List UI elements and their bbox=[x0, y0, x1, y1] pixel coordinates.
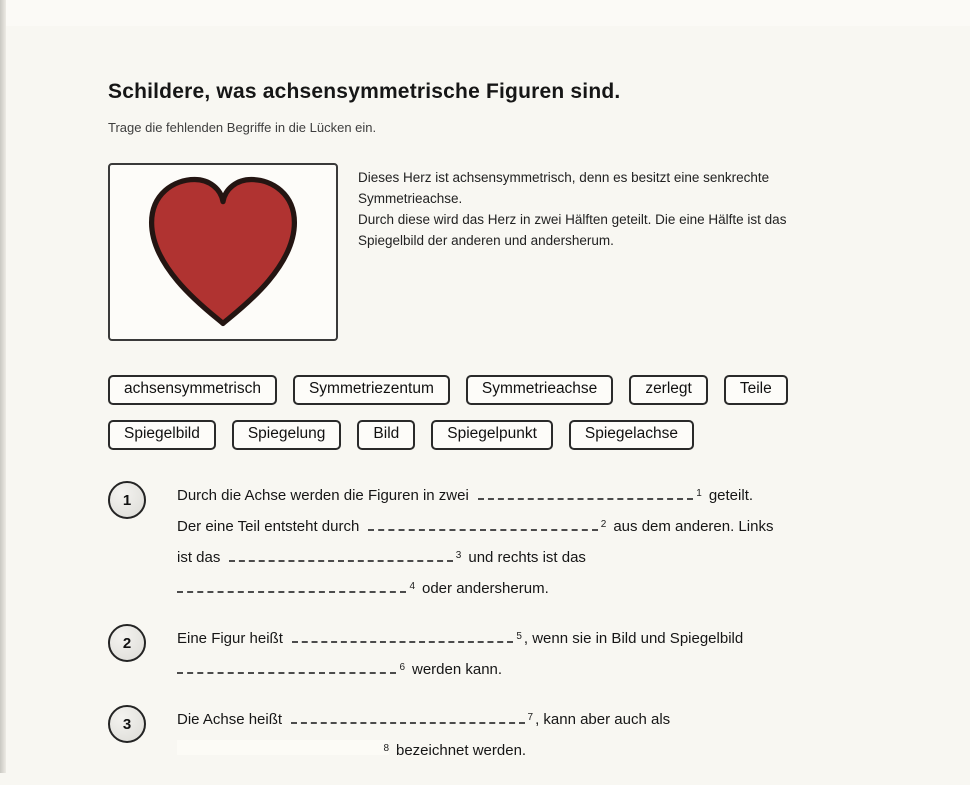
heart-path bbox=[152, 180, 295, 324]
sentence-line bbox=[177, 511, 773, 542]
example-description bbox=[358, 163, 786, 341]
sentence-text: bezeichnet werden. bbox=[396, 742, 527, 759]
word-chip-teile[interactable]: Teile bbox=[724, 375, 788, 405]
sentence-line bbox=[177, 704, 670, 735]
sentence-text: Die Achse heißt bbox=[177, 711, 283, 728]
sentence-line bbox=[177, 623, 743, 654]
blank-number: 7 bbox=[527, 712, 534, 723]
blank-line bbox=[177, 657, 396, 674]
sentence-line bbox=[177, 735, 670, 766]
word-bank-row bbox=[108, 375, 883, 405]
sentence-text: Eine Figur heißt bbox=[177, 630, 283, 647]
blank-7[interactable] bbox=[291, 709, 533, 724]
sentence-line bbox=[177, 542, 773, 573]
blank-6[interactable] bbox=[177, 659, 405, 674]
blank-number: 5 bbox=[516, 631, 522, 642]
sentence-line bbox=[177, 654, 743, 685]
blank-number: 6 bbox=[399, 662, 405, 673]
word-bank bbox=[108, 375, 883, 450]
word-bank-row bbox=[108, 420, 883, 450]
sentence-text: geteilt. bbox=[708, 487, 754, 504]
word-chip-spiegelung[interactable]: Spiegelung bbox=[232, 420, 342, 450]
page-subtitle: Trage die fehlenden Begriffe in die Lücken ein. bbox=[108, 120, 377, 135]
example-section bbox=[108, 163, 883, 341]
sentence-text: Durch die Achse werden die Figuren in zwei bbox=[177, 487, 469, 504]
blank-line bbox=[478, 483, 693, 500]
word-chip-spiegelbild[interactable]: Spiegelbild bbox=[108, 420, 216, 450]
word-chip-achsensymmetrisch[interactable]: achsensymmetrisch bbox=[108, 375, 277, 405]
blank-number: 8 bbox=[383, 743, 389, 754]
sentence-text: und rechts ist das bbox=[468, 549, 586, 566]
blank-4[interactable] bbox=[177, 578, 415, 593]
word-chip-symmetriezentum[interactable]: Symmetriezentum bbox=[293, 375, 450, 405]
exercise-3 bbox=[108, 704, 883, 766]
exercise-number: 1 bbox=[108, 481, 146, 519]
sentence-text: oder andersherum. bbox=[422, 580, 549, 597]
sentence-text: , wenn sie in Bild und Spiegelbild bbox=[523, 630, 744, 647]
word-chip-spiegelachse[interactable]: Spiegelachse bbox=[569, 420, 694, 450]
blank-line bbox=[292, 626, 513, 643]
exercise-lines bbox=[177, 704, 670, 766]
sentence-line bbox=[177, 573, 773, 604]
sentence-text: Der eine Teil entsteht durch bbox=[177, 518, 360, 535]
blank-number: 2 bbox=[600, 519, 607, 530]
exercise-lines bbox=[177, 480, 773, 604]
word-chip-symmetrieachse[interactable]: Symmetrieachse bbox=[466, 375, 613, 405]
blank-1[interactable] bbox=[478, 485, 702, 500]
blank-number: 4 bbox=[409, 581, 415, 592]
blank-line bbox=[229, 545, 452, 562]
word-chip-spiegelpunkt[interactable]: Spiegelpunkt bbox=[431, 420, 553, 450]
page-top-band bbox=[6, 0, 970, 26]
sentence-line bbox=[177, 480, 773, 511]
exercise-number: 3 bbox=[108, 705, 146, 743]
blank-line bbox=[291, 707, 524, 724]
sentence-text: aus dem anderen. Links bbox=[613, 518, 774, 535]
exercise-2 bbox=[108, 623, 883, 685]
blank-line bbox=[177, 576, 406, 593]
blank-line bbox=[177, 738, 380, 755]
heart-image bbox=[108, 163, 338, 341]
heart-icon bbox=[139, 173, 307, 331]
exercise-number: 2 bbox=[108, 624, 146, 662]
exercise-1 bbox=[108, 480, 883, 604]
example-text-line: Durch diese wird das Herz in zwei Hälften geteilt. Die eine Hälfte ist das bbox=[358, 212, 787, 227]
word-chip-zerlegt[interactable]: zerlegt bbox=[629, 375, 708, 405]
blank-5[interactable] bbox=[292, 628, 522, 643]
blank-3[interactable] bbox=[229, 547, 461, 562]
blank-line bbox=[368, 514, 597, 531]
exercise-lines bbox=[177, 623, 743, 685]
sentence-text: , kann aber auch als bbox=[535, 711, 671, 728]
word-chip-bild[interactable]: Bild bbox=[357, 420, 415, 450]
worksheet bbox=[108, 80, 883, 785]
blank-number: 3 bbox=[455, 550, 462, 561]
example-text-line: Spiegelbild der anderen und andersherum. bbox=[358, 233, 614, 248]
example-text-line: Dieses Herz ist achsensymmetrisch, denn es besitzt eine senkrechte bbox=[358, 170, 770, 185]
example-text-line: Symmetrieachse. bbox=[358, 191, 463, 206]
exercise-list bbox=[108, 480, 883, 766]
blank-2[interactable] bbox=[368, 516, 606, 531]
page-left-edge bbox=[0, 0, 6, 773]
sentence-text: ist das bbox=[177, 549, 221, 566]
blank-8[interactable] bbox=[177, 740, 389, 755]
page-title: Schildere, was achsensymmetrische Figuren sind. bbox=[108, 80, 621, 103]
blank-number: 1 bbox=[696, 488, 702, 499]
sentence-text: werden kann. bbox=[412, 661, 503, 678]
